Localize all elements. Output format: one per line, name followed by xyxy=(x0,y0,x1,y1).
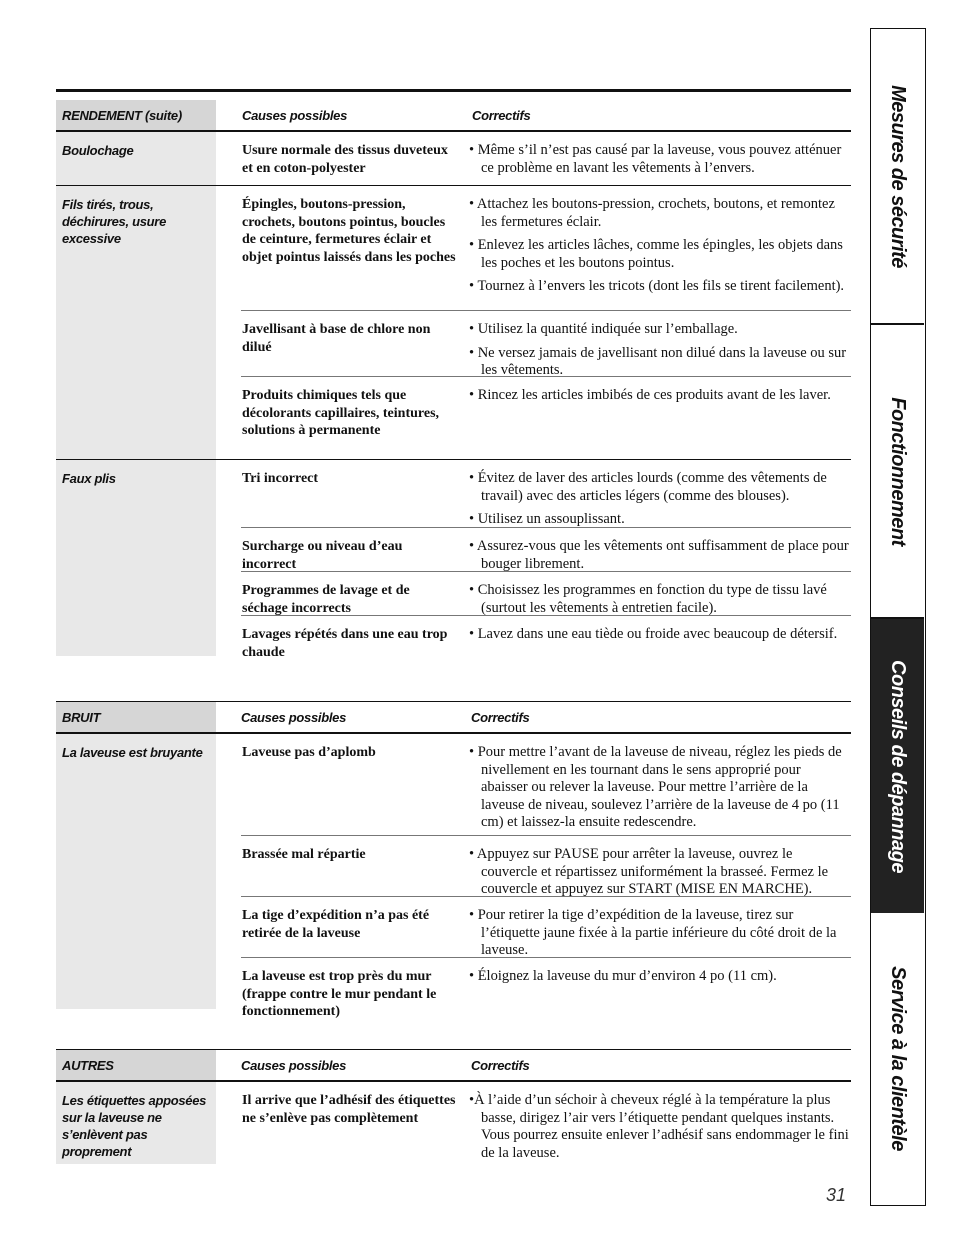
fix-list xyxy=(469,846,851,905)
fix-item: • Utilisez un assouplissant. xyxy=(481,511,851,529)
problem-label: La laveuse est bruyante xyxy=(62,745,203,760)
fix-item: • Choisissez les programmes en fonction du type de tissu lavé (surtout les vêtements à entretien facile). xyxy=(481,582,851,617)
table-row xyxy=(241,734,851,836)
problem-label: Boulochage xyxy=(62,143,134,158)
col-causes-header: Causes possibles xyxy=(241,710,347,725)
fix-list xyxy=(469,907,851,966)
col-causes-header: Causes possibles xyxy=(242,108,348,123)
tab-mesures-de-securite[interactable]: Mesures de sécurité xyxy=(871,29,924,325)
table-autres xyxy=(56,1049,851,1164)
fix-item: • Pour retirer la tige d’expédition de la laveuse, tirez sur l’étiquette jaune fixée à la partie inférieure du côté droit de la laveuse. xyxy=(481,907,851,960)
fix-item: • Pour mettre l’avant de la laveuse de niveau, réglez les pieds de nivellement en les tournant dans le sens approprié pour abaisser ou relever la laveuse. Pour mettre l’arrière de la laveuse de niveau, soulevez l’arrière de la laveuse de 4 po (11 cm) et laissez-la ensuite redescendre. xyxy=(481,744,851,832)
fix-item: • Utilisez la quantité indiquée sur l’emballage. xyxy=(481,321,851,339)
section-title: AUTRES xyxy=(62,1058,114,1073)
cause-text: Programmes de lavage et de séchage incorrects xyxy=(242,583,410,616)
fix-item: • Appuyez sur PAUSE pour arrêter la laveuse, ouvrez le couvercle et répartissez uniformément la brasseé. Fermez le couvercle et appuyez sur START (MISE EN MARCHE). xyxy=(481,846,851,899)
table-header xyxy=(56,1050,851,1082)
table-row xyxy=(241,311,851,377)
cause-text: Laveuse pas d’aplomb xyxy=(242,745,376,760)
fix-item: • Éloignez la laveuse du mur d’environ 4 po (11 cm). xyxy=(481,968,851,986)
tab-fonctionnement[interactable]: Fonctionnement xyxy=(871,325,924,619)
table-row xyxy=(241,186,851,311)
cause-text: Produits chimiques tels que décolorants capillaires, teintures, solutions à permanente xyxy=(242,388,440,438)
cause-text: Javellisant à base de chlore non dilué xyxy=(242,322,431,355)
col-correctifs-header: Correctifs xyxy=(471,710,530,725)
problem-group xyxy=(56,186,851,460)
col-correctifs-header: Correctifs xyxy=(471,1058,530,1073)
cause-text: Épingles, boutons-pression, crochets, boutons pointus, boucles de ceinture, fermetures éclair et objet pointus laissés dans les poches xyxy=(242,197,456,265)
tab-service-a-la-clientele[interactable]: Service à la clientèle xyxy=(887,966,909,1151)
cause-text: Brassée mal répartie xyxy=(242,847,366,862)
fix-item: • À l’aide d’un séchoir à cheveux réglé à la température la plus basse, dirigez l’air vers l’étiquette pendant quelques instants. Vous pourrez ensuite enlever l’adhésif sans endommager le fini de la laveuse. xyxy=(481,1092,851,1162)
fix-item: • Ne versez jamais de javellisant non dilué dans la laveuse ou sur les vêtements. xyxy=(481,345,851,380)
problem-group xyxy=(56,1082,851,1164)
table-row xyxy=(241,572,851,616)
table-row xyxy=(241,460,851,528)
table-row xyxy=(241,958,851,1019)
fix-list xyxy=(469,1092,851,1168)
fix-item: • Évitez de laver des articles lourds (comme des vêtements de travail) avec des articles légers (comme des blouses). xyxy=(481,470,851,505)
table-row xyxy=(241,528,851,572)
table-header xyxy=(56,702,851,734)
problem-group xyxy=(56,460,851,660)
fix-list xyxy=(469,196,851,302)
problem-group xyxy=(56,132,851,186)
problem-label: Faux plis xyxy=(62,471,116,486)
fix-item: • Rincez les articles imbibés de ces produits avant de les laver. xyxy=(481,387,851,405)
table-row xyxy=(241,616,851,659)
cause-text: Tri incorrect xyxy=(242,471,319,486)
fix-list xyxy=(469,968,851,992)
table-header xyxy=(56,100,851,132)
page-number: 31 xyxy=(826,1185,847,1205)
fix-item: • Même s’il n’est pas causé par la laveuse, vous pouvez atténuer ce problème en lavant les vêtements à l’envers. xyxy=(481,142,851,177)
problem-group xyxy=(56,734,851,1019)
cause-text: Lavages répétés dans une eau trop chaude xyxy=(242,627,448,660)
fix-item: • Attachez les boutons-pression, crochets, boutons, et remontez les fermetures éclair. xyxy=(481,196,851,231)
section-title: BRUIT xyxy=(62,710,101,725)
fix-list xyxy=(469,744,851,838)
section-title: RENDEMENT (suite) xyxy=(62,108,182,123)
table-row xyxy=(241,836,851,897)
cause-text: Surcharge ou niveau d’eau incorrect xyxy=(242,539,403,572)
fix-list xyxy=(469,470,851,535)
table-row xyxy=(241,132,851,185)
problem-label: Les étiquettes apposées sur la laveuse ne s’enlèvent pas proprement xyxy=(62,1093,207,1159)
fix-list xyxy=(469,321,851,386)
top-rule xyxy=(56,89,851,92)
cause-text: La tige d’expédition n’a pas été retirée de la laveuse xyxy=(242,908,430,941)
table-row xyxy=(241,377,851,459)
fix-list xyxy=(469,626,851,650)
col-causes-header: Causes possibles xyxy=(241,1058,347,1073)
problem-label: Fils tirés, trous, déchirures, usure excessive xyxy=(62,197,166,246)
col-correctifs-header: Correctifs xyxy=(472,108,531,123)
table-bruit xyxy=(56,701,851,1019)
fix-item: • Tournez à l’envers les tricots (dont les fils se tirent facilement). xyxy=(481,278,851,296)
fix-list xyxy=(469,142,851,183)
cause-text: Usure normale des tissus duveteux et en coton-polyester xyxy=(242,143,448,176)
table-row xyxy=(241,897,851,958)
cause-text: Il arrive que l’adhésif des étiquettes ne s’enlève pas complètement xyxy=(242,1093,456,1126)
fix-item: • Enlevez les articles lâches, comme les épingles, les objets dans les poches et les boutons pointus. xyxy=(481,237,851,272)
tab-conseils-de-depannage[interactable]: Conseils de dépannage xyxy=(871,619,924,913)
cause-text: La laveuse est trop près du mur (frappe contre le mur pendant le fonctionnement) xyxy=(242,969,437,1019)
fix-item: • Lavez dans une eau tiède ou froide avec beaucoup de détersif. xyxy=(481,626,851,644)
fix-item: • Assurez-vous que les vêtements ont suffisamment de place pour bouger librement. xyxy=(481,538,851,573)
fix-list xyxy=(469,387,851,411)
table-row xyxy=(241,1082,851,1164)
table-rendement xyxy=(56,100,851,660)
section-tabs xyxy=(870,28,926,1206)
